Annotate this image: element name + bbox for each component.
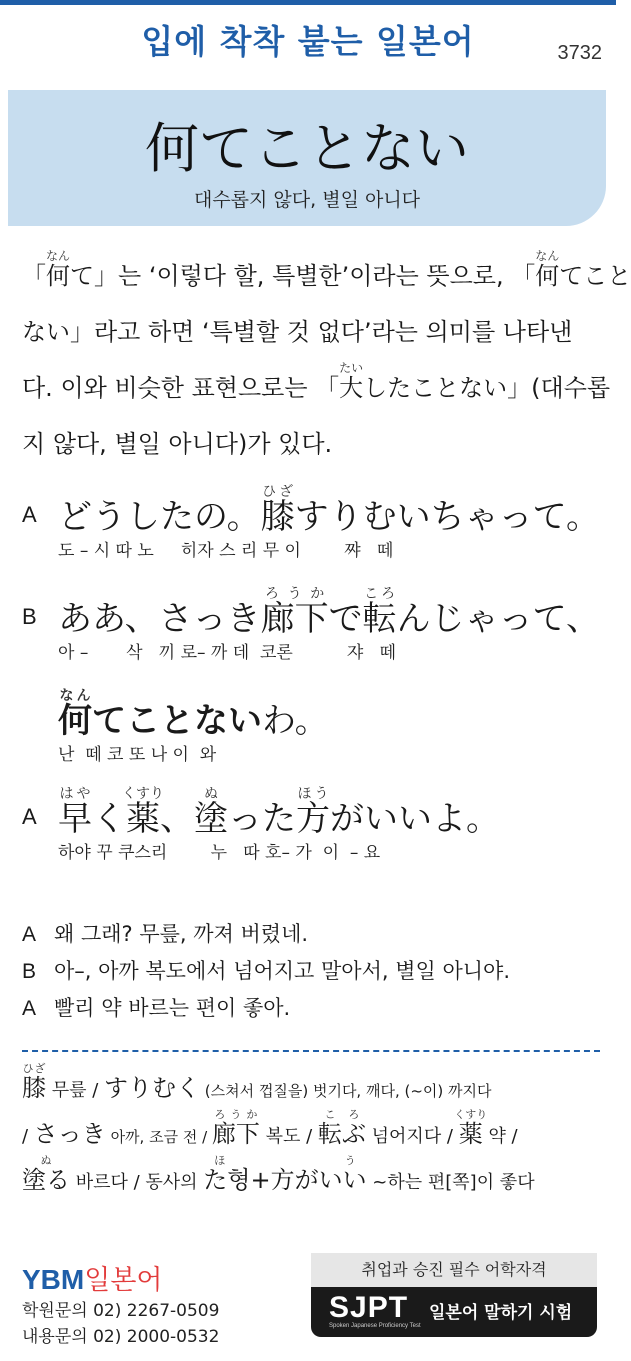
- ybm-logo: YBM일본어: [22, 1264, 163, 1296]
- speaker-label: A: [22, 804, 37, 829]
- vocab-line: / さっき 아까, 조금 전 / 廊下ろうか 복도 / 転ぶころ 넘어지다 / 薬くすり 약 /: [22, 1108, 518, 1148]
- translation-line: A 빨리 약 바르는 편이 좋아.: [22, 990, 612, 1027]
- japanese-sentence: ああ、さっき廊下ろうかで転ころんじゃって、: [58, 586, 600, 639]
- japanese-sentence: どうしたの。膝ひざすりむいちゃって。: [58, 484, 600, 537]
- issue-number: 3732: [557, 42, 602, 64]
- ad-label: 일본어 말하기 시험: [429, 1303, 573, 1323]
- explanation-paragraph: [22, 248, 631, 472]
- korean-pronunciation: 아 – 삭 끼 로– 까 데 코론 쟈 떼: [58, 643, 396, 663]
- translation-line: A 왜 그래? 무릎, 까져 버렸네.: [22, 916, 612, 953]
- vocab-line: 膝ひざ 무릎 / すりむく (스쳐서 껍질을) 벗기다, 깨다, (~이) 까지다: [22, 1062, 492, 1102]
- expression-meaning: 대수롭지 않다, 별일 아니다: [193, 189, 421, 211]
- vocab-line: 塗るぬ 바르다 / 동사의 た형+方がいいほう ~하는 편[쪽]이 좋다: [22, 1154, 535, 1194]
- translation-block: [22, 916, 612, 1027]
- vocabulary-block: [22, 1062, 612, 1200]
- sjpt-logo-subtitle: Spoken Japanese Proficiency Test: [329, 1323, 421, 1329]
- korean-pronunciation: 도 – 시 따 노 히자 스 리 무 이 쨔 떼: [58, 541, 394, 561]
- ad-tagline: 취업과 승진 필수 어학자격: [311, 1253, 597, 1287]
- title-band: [8, 90, 606, 226]
- japanese-sentence: 早はやく薬くすり、塗ぬった方ほうがいいよ。: [58, 786, 500, 839]
- paragraph-line: 지 않다, 별일 아니다)가 있다.: [22, 430, 333, 458]
- speaker-label: B: [22, 960, 37, 983]
- paragraph-line: ない」라고 하면 ‘특별할 것 없다’라는 의미를 나타낸: [22, 318, 573, 346]
- series-title: 입에 착착 붙는 일본어: [141, 22, 475, 61]
- korean-pronunciation: 난 떼 코 또 나 이 와: [58, 745, 217, 765]
- speaker-label: A: [22, 502, 37, 527]
- korean-pronunciation: 하야 꾸 쿠스리 누 따 호– 가 이 – 요: [58, 843, 381, 863]
- speaker-label: B: [22, 604, 37, 629]
- sjpt-logo: SJPT: [329, 1291, 409, 1324]
- sjpt-ad: [311, 1253, 597, 1337]
- speaker-label: A: [22, 997, 37, 1020]
- japanese-sentence: 何なんてことないわ。: [58, 688, 329, 741]
- paragraph-line: 「何なんて」는 ‘이렇다 할, 특별한’이라는 뜻으로, 「何なんてこと: [22, 249, 631, 290]
- section-divider: [22, 1050, 600, 1052]
- speaker-label: A: [22, 923, 37, 946]
- contact-content: 내용문의 02) 2000-0532: [22, 1327, 220, 1347]
- translation-line: B 아–, 아까 복도에서 넘어지고 말아서, 별일 아니야.: [22, 953, 612, 990]
- expression-title: 何てことない: [145, 117, 469, 180]
- top-rule: [0, 0, 616, 5]
- contact-academy: 학원문의 02) 2267-0509: [22, 1301, 220, 1321]
- paragraph-line: 다. 이와 비슷한 표현으로는 「大たいしたことない」(대수롭: [22, 361, 611, 402]
